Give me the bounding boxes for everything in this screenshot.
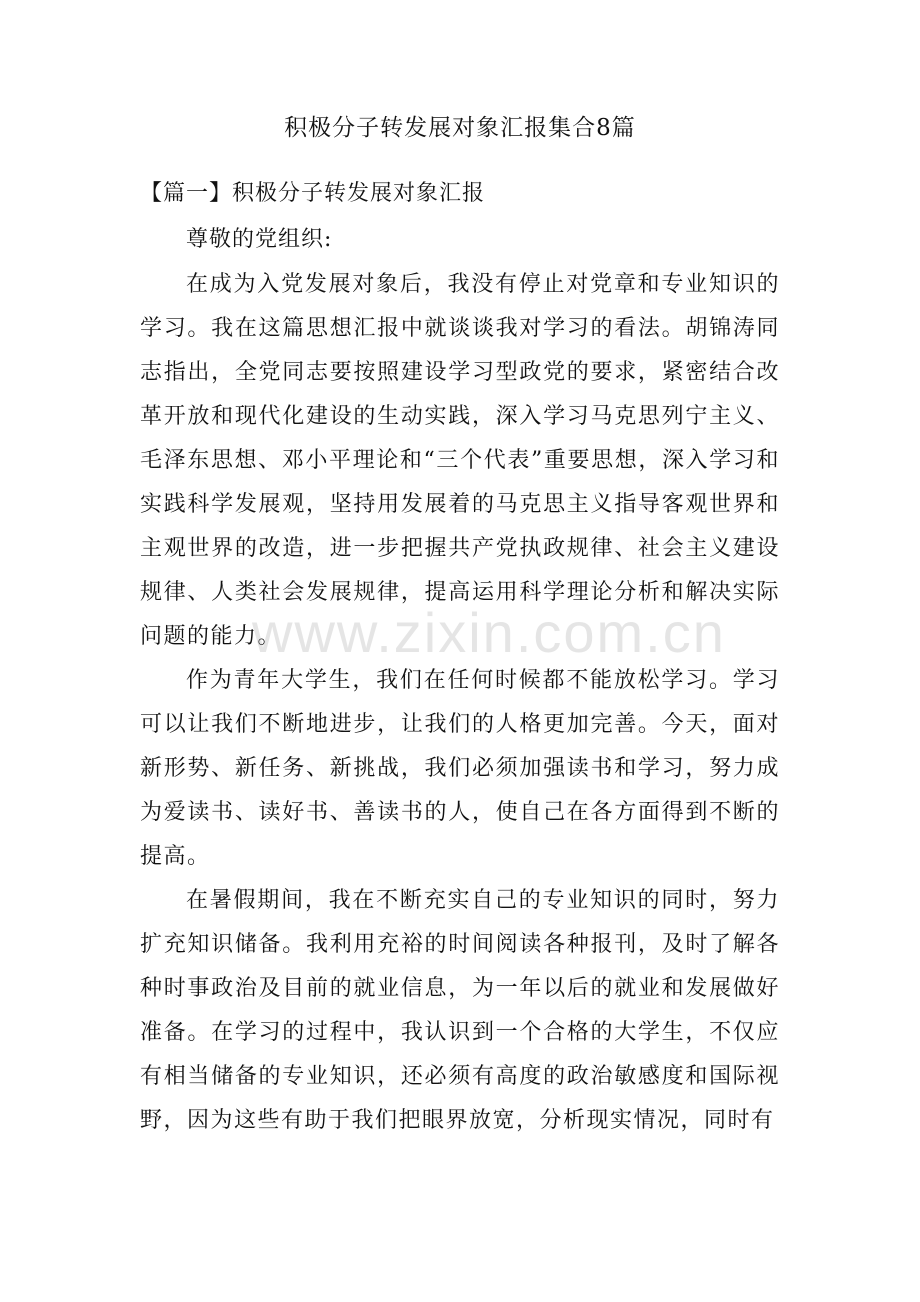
paragraph-2: 作为青年大学生，我们在任何时候都不能放松学习。学习可以让我们不断地进步，让我们的人格更加完善。今天，面对新形势、新任务、新挑战，我们必须加强读书和学习，努力成为爱读书、读好书、善读书的人，使自己在各方面得到不断的提高。 (140, 668, 780, 869)
section-heading: 【篇一】积极分子转发展对象汇报 (140, 181, 486, 206)
document-body (140, 263, 780, 1143)
watermark: www.zixin.com.cn (252, 601, 726, 664)
paragraph-3: 在暑假期间，我在不断充实自己的专业知识的同时，努力扩充知识储备。我利用充裕的时间阅读各种报刊，及时了解各种时事政治及目前的就业信息，为一年以后的就业和发展做好准备。在学习的过程中，我认识到一个合格的大学生，不仅应有相当储备的专业知识，还必须有高度的政治敏感度和国际视野，因为这些有助于我们把眼界放宽，分析现实情况，同时有 (140, 888, 780, 1133)
document-title: 积极分子转发展对象汇报集合8篇 (284, 115, 636, 141)
paragraph-1: 在成为入党发展对象后，我没有停止对党章和专业知识的学习。我在这篇思想汇报中就谈谈我对学习的看法。胡锦涛同志指出，全党同志要按照建设学习型政党的要求，紧密结合改革开放和现代化建设的生动实践，深入学习马克思列宁主义、毛泽东思想、邓小平理论和“三个代表”重要思想，深入学习和实践科学发展观，坚持用发展着的马克思主义指导客观世界和主观世界的改造，进一步把握共产党执政规律、社会主义建设规律、人类社会发展规律，提高运用科学理论分析和解决实际问题的能力。 (140, 272, 780, 649)
salutation: 尊敬的党组织: (186, 227, 333, 252)
